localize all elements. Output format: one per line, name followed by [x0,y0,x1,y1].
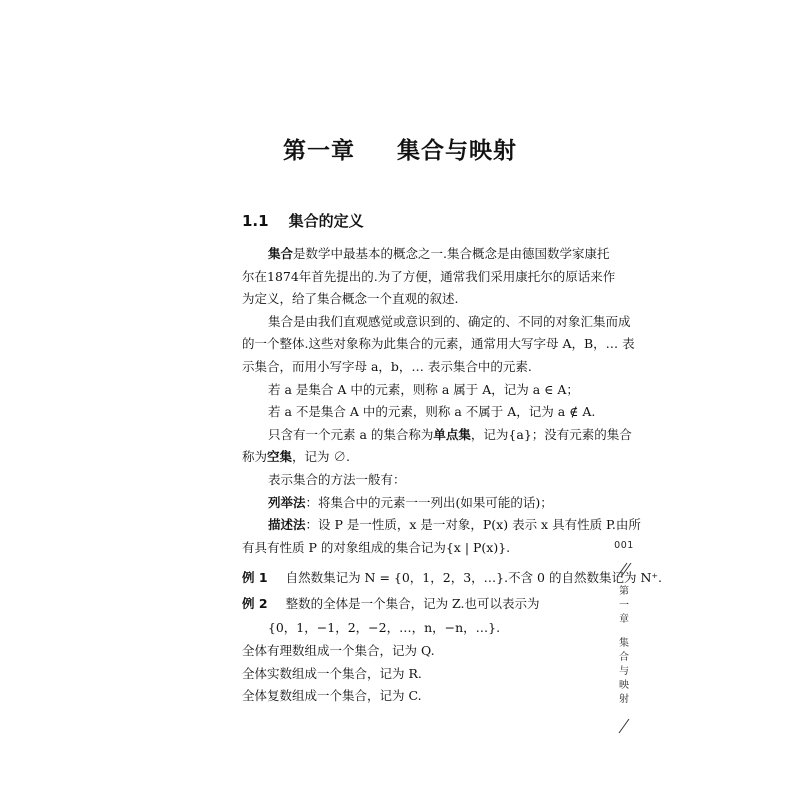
paragraph-line: 为定义，给了集合概念一个直观的叙述. [242,291,459,307]
section-name: 集合的定义 [288,212,364,230]
term-empty-set: 空集 [267,449,293,465]
paragraph-line: 只含有一个元素 a 的集合称为单点集，记为{a}；没有元素的集合 [268,426,632,442]
rationals-line: 全体有理数组成一个集合，记为 Q. [242,642,435,658]
single-slash-icon [615,715,633,735]
reals-line: 全体实数组成一个集合，记为 R. [242,665,422,681]
example-1: 例 1 自然数集记为 N = {0，1，2，3，…}.不含 0 的自然数集记为 N⁺. [242,570,662,586]
paragraph-line: 若 a 不是集合 A 中的元素，则称 a 不属于 A，记为 a ∉ A. [268,404,596,420]
double-slash-icon [615,559,633,579]
example-2: 例 2 整数的全体是一个集合，记为 Z.也可以表示为 [242,596,540,612]
chapter-name: 集合与映射 [397,138,517,164]
page-number: 001 [614,540,634,551]
chapter-number: 第一章 [283,138,355,164]
paragraph-line: 示集合，而用小写字母 a，b，… 表示集合中的元素. [242,358,532,374]
section-heading [242,210,364,231]
paragraph-line: 尔在1874年首先提出的.为了方便，通常我们采用康托尔的原话来作 [242,268,616,284]
paragraph-line: 的一个整体.这些对象称为此集合的元素，通常用大写字母 A，B，… 表 [242,336,635,352]
paragraph-line: 列举法：将集合中的元素一一列出(如果可能的话)； [268,494,553,510]
paragraph-line: 有具有性质 P 的对象组成的集合记为{x | P(x)}. [242,539,511,555]
term-singleton: 单点集 [433,426,471,442]
paragraph-line: 表示集合的方法一般有： [268,471,406,487]
paragraph-line: 集合是数学中最基本的概念之一.集合概念是由德国数学家康托 [268,246,610,261]
integers-set: {0，1，−1，2，−2，…，n，−n，…}. [267,620,501,636]
page-sidebar [608,540,640,735]
paragraph-line: 描述法：设 P 是一性质，x 是一对象，P(x) 表示 x 具有性质 P.由所 [268,517,641,533]
sidebar-chapter: 第 一 章 集 合 与 映 射 [619,586,629,705]
section-number: 1.1 [242,212,269,230]
term-description: 描述法 [268,517,306,533]
term-set: 集合 [268,246,294,261]
chapter-title [0,132,800,165]
paragraph-line: 若 a 是集合 A 中的元素，则称 a 属于 A，记为 a ∈ A； [268,381,579,397]
complex-line: 全体复数组成一个集合，记为 C. [242,688,422,704]
paragraph-line: 称为空集，记为 ∅. [242,449,350,465]
paragraph-line: 集合是由我们直观感觉或意识到的、确定的、不同的对象汇集而成 [268,313,631,329]
term-enumeration: 列举法 [268,494,306,510]
